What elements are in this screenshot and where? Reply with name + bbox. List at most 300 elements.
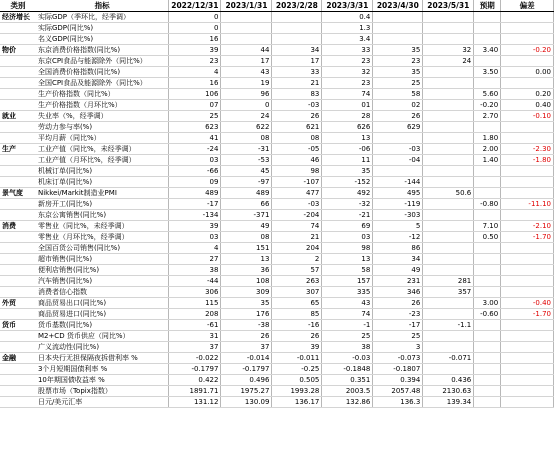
value-2022-12[interactable]: 23 <box>169 56 221 67</box>
forecast-cell[interactable]: -0.60 <box>474 309 501 320</box>
category-cell[interactable] <box>0 166 36 177</box>
category-cell[interactable] <box>0 89 36 100</box>
value-2023-04[interactable]: -03 <box>373 144 423 155</box>
category-cell[interactable] <box>0 210 36 221</box>
value-2023-03[interactable]: 03 <box>322 232 373 243</box>
value-2023-04[interactable]: 26 <box>373 298 423 309</box>
value-2023-01[interactable]: 489 <box>221 188 272 199</box>
value-2023-01[interactable]: -371 <box>221 210 272 221</box>
deviation-cell[interactable]: -2.10 <box>501 221 554 232</box>
value-2023-02[interactable]: -16 <box>272 320 322 331</box>
value-2023-01[interactable]: -31 <box>221 144 272 155</box>
deviation-cell[interactable] <box>501 122 554 133</box>
value-2023-04[interactable]: -144 <box>373 177 423 188</box>
category-cell[interactable] <box>0 155 36 166</box>
value-2022-12[interactable]: -134 <box>169 210 221 221</box>
value-2022-12[interactable]: 306 <box>169 287 221 298</box>
value-2022-12[interactable]: -61 <box>169 320 221 331</box>
indicator-cell[interactable]: 名义GDP(同比%) <box>36 34 169 45</box>
forecast-cell[interactable] <box>474 397 501 408</box>
value-2023-05[interactable] <box>423 122 474 133</box>
forecast-cell[interactable] <box>474 342 501 353</box>
value-2022-12[interactable]: 03 <box>169 155 221 166</box>
value-2022-12[interactable]: 16 <box>169 78 221 89</box>
category-cell[interactable] <box>0 287 36 298</box>
deviation-cell[interactable] <box>501 342 554 353</box>
value-2023-04[interactable]: 25 <box>373 331 423 342</box>
value-2023-05[interactable] <box>423 364 474 375</box>
value-2023-02[interactable]: 0.505 <box>272 375 322 386</box>
value-2023-02[interactable]: 33 <box>272 67 322 78</box>
deviation-cell[interactable]: -0.40 <box>501 298 554 309</box>
value-2023-04[interactable]: 136.3 <box>373 397 423 408</box>
value-2022-12[interactable]: -17 <box>169 199 221 210</box>
header-2023-01[interactable]: 2023/1/31 <box>221 0 272 12</box>
value-2023-03[interactable]: 13 <box>322 254 373 265</box>
header-2023-05[interactable]: 2023/5/31 <box>423 0 474 12</box>
category-cell[interactable] <box>0 133 36 144</box>
value-2023-01[interactable]: 26 <box>221 331 272 342</box>
header-2022-12[interactable]: 2022/12/31 <box>169 0 221 12</box>
value-2023-04[interactable]: 02 <box>373 100 423 111</box>
indicator-cell[interactable]: 东京CPI食品与能源除外（同比%） <box>36 56 169 67</box>
value-2022-12[interactable]: 623 <box>169 122 221 133</box>
forecast-cell[interactable]: 7.10 <box>474 221 501 232</box>
value-2022-12[interactable]: 131.12 <box>169 397 221 408</box>
value-2023-03[interactable]: 69 <box>322 221 373 232</box>
header-2023-02[interactable]: 2023/2/28 <box>272 0 322 12</box>
value-2023-05[interactable] <box>423 155 474 166</box>
value-2023-04[interactable]: -119 <box>373 199 423 210</box>
category-cell[interactable] <box>0 309 36 320</box>
value-2023-02[interactable]: 57 <box>272 265 322 276</box>
value-2023-05[interactable] <box>423 199 474 210</box>
value-2023-02[interactable]: 21 <box>272 78 322 89</box>
value-2023-04[interactable] <box>373 166 423 177</box>
category-cell[interactable]: 经济增长 <box>0 12 36 23</box>
value-2023-04[interactable]: 629 <box>373 122 423 133</box>
forecast-cell[interactable] <box>474 353 501 364</box>
value-2023-04[interactable]: 2057.48 <box>373 386 423 397</box>
value-2023-05[interactable] <box>423 78 474 89</box>
header-category[interactable]: 类别 <box>0 0 36 12</box>
value-2023-03[interactable]: -0.03 <box>322 353 373 364</box>
value-2023-03[interactable]: 01 <box>322 100 373 111</box>
value-2023-03[interactable]: -06 <box>322 144 373 155</box>
indicator-cell[interactable]: 东京消费价格指数(同比%) <box>36 45 169 56</box>
value-2023-03[interactable]: 32 <box>322 67 373 78</box>
indicator-cell[interactable]: 货币基数(同比%) <box>36 320 169 331</box>
indicator-cell[interactable]: 全国百货公司销售(同比%) <box>36 243 169 254</box>
value-2023-03[interactable]: 38 <box>322 342 373 353</box>
value-2023-04[interactable]: -0.073 <box>373 353 423 364</box>
value-2022-12[interactable]: 39 <box>169 45 221 56</box>
value-2023-02[interactable]: 83 <box>272 89 322 100</box>
forecast-cell[interactable] <box>474 122 501 133</box>
value-2022-12[interactable]: 4 <box>169 67 221 78</box>
forecast-cell[interactable] <box>474 364 501 375</box>
deviation-cell[interactable] <box>501 320 554 331</box>
value-2023-05[interactable] <box>423 144 474 155</box>
category-cell[interactable] <box>0 67 36 78</box>
value-2022-12[interactable]: 27 <box>169 254 221 265</box>
indicator-cell[interactable]: 零售业（月环比%，经季调） <box>36 232 169 243</box>
deviation-cell[interactable]: -1.80 <box>501 155 554 166</box>
value-2023-05[interactable]: 2130.63 <box>423 386 474 397</box>
value-2023-05[interactable]: -1.1 <box>423 320 474 331</box>
value-2023-02[interactable]: 136.17 <box>272 397 322 408</box>
category-cell[interactable]: 生产 <box>0 144 36 155</box>
value-2023-01[interactable]: 44 <box>221 45 272 56</box>
deviation-cell[interactable] <box>501 364 554 375</box>
value-2023-01[interactable]: 08 <box>221 133 272 144</box>
value-2023-02[interactable]: 65 <box>272 298 322 309</box>
value-2023-04[interactable]: 346 <box>373 287 423 298</box>
indicator-cell[interactable]: 机械订单(同比%) <box>36 166 169 177</box>
value-2023-02[interactable]: 98 <box>272 166 322 177</box>
value-2023-05[interactable] <box>423 232 474 243</box>
forecast-cell[interactable] <box>474 177 501 188</box>
value-2022-12[interactable]: 0 <box>169 12 221 23</box>
value-2023-03[interactable]: 23 <box>322 78 373 89</box>
value-2023-02[interactable]: 621 <box>272 122 322 133</box>
value-2023-01[interactable]: 66 <box>221 199 272 210</box>
deviation-cell[interactable] <box>501 287 554 298</box>
value-2023-02[interactable]: 85 <box>272 309 322 320</box>
deviation-cell[interactable]: 0.20 <box>501 89 554 100</box>
value-2023-04[interactable]: 3 <box>373 342 423 353</box>
value-2023-02[interactable] <box>272 23 322 34</box>
value-2023-04[interactable]: -17 <box>373 320 423 331</box>
indicator-cell[interactable]: 实际GDP（季环比，经季调） <box>36 12 169 23</box>
forecast-cell[interactable] <box>474 166 501 177</box>
value-2023-03[interactable]: 74 <box>322 89 373 100</box>
deviation-cell[interactable] <box>501 188 554 199</box>
value-2023-01[interactable]: 108 <box>221 276 272 287</box>
forecast-cell[interactable]: 5.60 <box>474 89 501 100</box>
forecast-cell[interactable] <box>474 386 501 397</box>
value-2023-03[interactable]: 626 <box>322 122 373 133</box>
forecast-cell[interactable] <box>474 320 501 331</box>
value-2023-02[interactable]: 26 <box>272 111 322 122</box>
category-cell[interactable]: 就业 <box>0 111 36 122</box>
value-2023-01[interactable]: 08 <box>221 232 272 243</box>
forecast-cell[interactable]: 2.70 <box>474 111 501 122</box>
value-2022-12[interactable]: 09 <box>169 177 221 188</box>
deviation-cell[interactable] <box>501 243 554 254</box>
value-2023-03[interactable]: 0.351 <box>322 375 373 386</box>
indicator-cell[interactable]: 消费者信心指数 <box>36 287 169 298</box>
deviation-cell[interactable] <box>501 210 554 221</box>
value-2023-01[interactable]: -0.1797 <box>221 364 272 375</box>
value-2022-12[interactable]: 07 <box>169 100 221 111</box>
category-cell[interactable] <box>0 331 36 342</box>
category-cell[interactable]: 金融 <box>0 353 36 364</box>
value-2023-03[interactable]: 98 <box>322 243 373 254</box>
value-2023-01[interactable]: 24 <box>221 111 272 122</box>
value-2022-12[interactable]: 106 <box>169 89 221 100</box>
indicator-cell[interactable]: 超市销售(同比%) <box>36 254 169 265</box>
value-2022-12[interactable]: -66 <box>169 166 221 177</box>
value-2023-05[interactable]: 139.34 <box>423 397 474 408</box>
value-2023-05[interactable] <box>423 210 474 221</box>
deviation-cell[interactable] <box>501 133 554 144</box>
value-2022-12[interactable]: 25 <box>169 111 221 122</box>
deviation-cell[interactable] <box>501 276 554 287</box>
value-2023-04[interactable]: -04 <box>373 155 423 166</box>
value-2022-12[interactable]: -0.022 <box>169 353 221 364</box>
value-2023-05[interactable] <box>423 331 474 342</box>
indicator-cell[interactable]: 10年期国债收益率 % <box>36 375 169 386</box>
value-2023-02[interactable]: -0.25 <box>272 364 322 375</box>
value-2023-04[interactable]: 26 <box>373 111 423 122</box>
deviation-cell[interactable] <box>501 78 554 89</box>
value-2023-01[interactable]: -38 <box>221 320 272 331</box>
value-2023-01[interactable]: 45 <box>221 166 272 177</box>
value-2022-12[interactable]: 208 <box>169 309 221 320</box>
indicator-cell[interactable]: 平均月薪（同比%） <box>36 133 169 144</box>
deviation-cell[interactable]: -0.10 <box>501 111 554 122</box>
category-cell[interactable] <box>0 232 36 243</box>
value-2023-03[interactable]: 11 <box>322 155 373 166</box>
value-2023-04[interactable]: 23 <box>373 56 423 67</box>
indicator-cell[interactable]: 股票市场（Topix指数） <box>36 386 169 397</box>
value-2023-03[interactable]: 157 <box>322 276 373 287</box>
category-cell[interactable] <box>0 78 36 89</box>
header-2023-04[interactable]: 2023/4/30 <box>373 0 423 12</box>
value-2022-12[interactable]: 1891.71 <box>169 386 221 397</box>
indicator-cell[interactable]: 便利店销售(同比%) <box>36 265 169 276</box>
deviation-cell[interactable]: -0.20 <box>501 45 554 56</box>
value-2023-03[interactable]: 43 <box>322 298 373 309</box>
deviation-cell[interactable] <box>501 12 554 23</box>
forecast-cell[interactable] <box>474 56 501 67</box>
value-2023-04[interactable]: -23 <box>373 309 423 320</box>
deviation-cell[interactable] <box>501 353 554 364</box>
value-2023-03[interactable]: -0.1848 <box>322 364 373 375</box>
category-cell[interactable] <box>0 364 36 375</box>
indicator-cell[interactable]: 东京公寓销售(同比%) <box>36 210 169 221</box>
value-2022-12[interactable]: -24 <box>169 144 221 155</box>
value-2023-02[interactable]: 17 <box>272 56 322 67</box>
category-cell[interactable]: 景气度 <box>0 188 36 199</box>
indicator-cell[interactable]: 全国CPI食品及能源除外（同比%） <box>36 78 169 89</box>
value-2023-03[interactable]: 335 <box>322 287 373 298</box>
value-2023-02[interactable]: 08 <box>272 133 322 144</box>
value-2023-05[interactable] <box>423 221 474 232</box>
category-cell[interactable] <box>0 265 36 276</box>
indicator-cell[interactable]: 实际GDP(同比%) <box>36 23 169 34</box>
value-2023-03[interactable]: 35 <box>322 166 373 177</box>
value-2023-05[interactable]: -0.071 <box>423 353 474 364</box>
value-2023-03[interactable]: 25 <box>322 331 373 342</box>
value-2023-02[interactable]: -03 <box>272 100 322 111</box>
value-2023-02[interactable]: 39 <box>272 342 322 353</box>
value-2023-05[interactable] <box>423 243 474 254</box>
value-2023-05[interactable] <box>423 89 474 100</box>
value-2023-04[interactable]: -12 <box>373 232 423 243</box>
value-2023-05[interactable] <box>423 111 474 122</box>
value-2023-02[interactable]: -204 <box>272 210 322 221</box>
forecast-cell[interactable] <box>474 276 501 287</box>
deviation-cell[interactable] <box>501 375 554 386</box>
deviation-cell[interactable]: -1.70 <box>501 309 554 320</box>
value-2023-05[interactable] <box>423 12 474 23</box>
forecast-cell[interactable]: 3.40 <box>474 45 501 56</box>
value-2023-01[interactable] <box>221 12 272 23</box>
indicator-cell[interactable]: 生产价格指数（月环比%） <box>36 100 169 111</box>
value-2022-12[interactable]: -0.1797 <box>169 364 221 375</box>
value-2023-05[interactable]: 357 <box>423 287 474 298</box>
value-2023-03[interactable]: -32 <box>322 199 373 210</box>
deviation-cell[interactable] <box>501 265 554 276</box>
indicator-cell[interactable]: 全国消费价格指数(同比%) <box>36 67 169 78</box>
value-2023-04[interactable]: 495 <box>373 188 423 199</box>
category-cell[interactable] <box>0 254 36 265</box>
value-2023-05[interactable] <box>423 177 474 188</box>
deviation-cell[interactable]: -2.30 <box>501 144 554 155</box>
value-2023-01[interactable]: 43 <box>221 67 272 78</box>
value-2023-03[interactable]: 23 <box>322 56 373 67</box>
indicator-cell[interactable]: 新房开工(同比%) <box>36 199 169 210</box>
value-2022-12[interactable]: 489 <box>169 188 221 199</box>
category-cell[interactable] <box>0 397 36 408</box>
value-2023-03[interactable]: 492 <box>322 188 373 199</box>
value-2022-12[interactable]: 38 <box>169 265 221 276</box>
value-2023-03[interactable]: 1.3 <box>322 23 373 34</box>
value-2023-03[interactable]: 0.4 <box>322 12 373 23</box>
value-2022-12[interactable]: 0 <box>169 23 221 34</box>
value-2023-03[interactable]: 74 <box>322 309 373 320</box>
deviation-cell[interactable] <box>501 254 554 265</box>
category-cell[interactable] <box>0 375 36 386</box>
deviation-cell[interactable] <box>501 34 554 45</box>
indicator-cell[interactable]: 零售业（同比%，未经季调） <box>36 221 169 232</box>
indicator-cell[interactable]: 广义流动性(同比%) <box>36 342 169 353</box>
category-cell[interactable] <box>0 122 36 133</box>
value-2023-01[interactable]: 0.496 <box>221 375 272 386</box>
deviation-cell[interactable] <box>501 397 554 408</box>
forecast-cell[interactable] <box>474 331 501 342</box>
indicator-cell[interactable]: 工业产值（月环比%，经季调） <box>36 155 169 166</box>
deviation-cell[interactable] <box>501 166 554 177</box>
value-2023-01[interactable]: 37 <box>221 342 272 353</box>
value-2023-02[interactable] <box>272 12 322 23</box>
value-2023-03[interactable]: 3.4 <box>322 34 373 45</box>
value-2023-04[interactable]: 49 <box>373 265 423 276</box>
value-2023-02[interactable]: 34 <box>272 45 322 56</box>
value-2023-05[interactable] <box>423 67 474 78</box>
deviation-cell[interactable] <box>501 331 554 342</box>
forecast-cell[interactable] <box>474 188 501 199</box>
indicator-cell[interactable]: 日本央行无担保隔夜拆借利率 % <box>36 353 169 364</box>
forecast-cell[interactable] <box>474 34 501 45</box>
value-2023-05[interactable] <box>423 298 474 309</box>
value-2023-01[interactable]: 17 <box>221 56 272 67</box>
value-2023-04[interactable] <box>373 23 423 34</box>
value-2023-01[interactable]: -97 <box>221 177 272 188</box>
forecast-cell[interactable] <box>474 265 501 276</box>
value-2023-02[interactable]: 2 <box>272 254 322 265</box>
value-2022-12[interactable]: 41 <box>169 133 221 144</box>
value-2023-05[interactable] <box>423 34 474 45</box>
forecast-cell[interactable] <box>474 375 501 386</box>
value-2023-04[interactable]: -303 <box>373 210 423 221</box>
value-2023-01[interactable]: 19 <box>221 78 272 89</box>
value-2023-02[interactable]: 477 <box>272 188 322 199</box>
value-2023-02[interactable]: 204 <box>272 243 322 254</box>
category-cell[interactable] <box>0 199 36 210</box>
value-2023-03[interactable]: -152 <box>322 177 373 188</box>
category-cell[interactable] <box>0 276 36 287</box>
forecast-cell[interactable] <box>474 78 501 89</box>
forecast-cell[interactable] <box>474 210 501 221</box>
value-2022-12[interactable]: 115 <box>169 298 221 309</box>
value-2023-01[interactable]: 1975.27 <box>221 386 272 397</box>
deviation-cell[interactable]: -11.10 <box>501 199 554 210</box>
category-cell[interactable] <box>0 100 36 111</box>
forecast-cell[interactable]: 3.00 <box>474 298 501 309</box>
value-2023-01[interactable]: 622 <box>221 122 272 133</box>
value-2023-01[interactable]: 0 <box>221 100 272 111</box>
value-2023-02[interactable] <box>272 34 322 45</box>
indicator-cell[interactable]: 商品贸易进口(同比%) <box>36 309 169 320</box>
value-2023-05[interactable] <box>423 309 474 320</box>
indicator-cell[interactable]: 3个月短期国债利率 % <box>36 364 169 375</box>
value-2023-04[interactable]: 35 <box>373 67 423 78</box>
indicator-cell[interactable]: 商品贸易出口(同比%) <box>36 298 169 309</box>
value-2023-02[interactable]: -03 <box>272 199 322 210</box>
value-2023-01[interactable]: 35 <box>221 298 272 309</box>
value-2023-04[interactable]: 25 <box>373 78 423 89</box>
value-2023-01[interactable]: 36 <box>221 265 272 276</box>
forecast-cell[interactable] <box>474 23 501 34</box>
value-2023-02[interactable]: -05 <box>272 144 322 155</box>
deviation-cell[interactable] <box>501 56 554 67</box>
value-2023-03[interactable]: 13 <box>322 133 373 144</box>
indicator-cell[interactable]: 日元/美元汇率 <box>36 397 169 408</box>
value-2022-12[interactable]: 37 <box>169 342 221 353</box>
category-cell[interactable] <box>0 23 36 34</box>
deviation-cell[interactable] <box>501 386 554 397</box>
value-2023-05[interactable]: 281 <box>423 276 474 287</box>
deviation-cell[interactable] <box>501 23 554 34</box>
value-2023-01[interactable]: 13 <box>221 254 272 265</box>
header-deviation[interactable]: 偏差 <box>501 0 554 12</box>
value-2023-04[interactable]: 5 <box>373 221 423 232</box>
indicator-cell[interactable]: M2+CD 货币供应（同比%） <box>36 331 169 342</box>
value-2023-02[interactable]: 263 <box>272 276 322 287</box>
value-2023-03[interactable]: -1 <box>322 320 373 331</box>
value-2023-04[interactable] <box>373 34 423 45</box>
value-2023-04[interactable] <box>373 12 423 23</box>
value-2023-03[interactable]: 58 <box>322 265 373 276</box>
category-cell[interactable] <box>0 56 36 67</box>
value-2023-03[interactable]: 28 <box>322 111 373 122</box>
indicator-cell[interactable]: 劳动力参与率(%) <box>36 122 169 133</box>
value-2022-12[interactable]: 39 <box>169 221 221 232</box>
header-forecast[interactable]: 预期 <box>474 0 501 12</box>
forecast-cell[interactable]: -0.80 <box>474 199 501 210</box>
value-2023-01[interactable]: -0.014 <box>221 353 272 364</box>
value-2022-12[interactable]: 03 <box>169 232 221 243</box>
forecast-cell[interactable]: -0.20 <box>474 100 501 111</box>
category-cell[interactable]: 货币 <box>0 320 36 331</box>
value-2023-01[interactable] <box>221 34 272 45</box>
category-cell[interactable] <box>0 177 36 188</box>
category-cell[interactable]: 物价 <box>0 45 36 56</box>
value-2023-02[interactable]: 21 <box>272 232 322 243</box>
